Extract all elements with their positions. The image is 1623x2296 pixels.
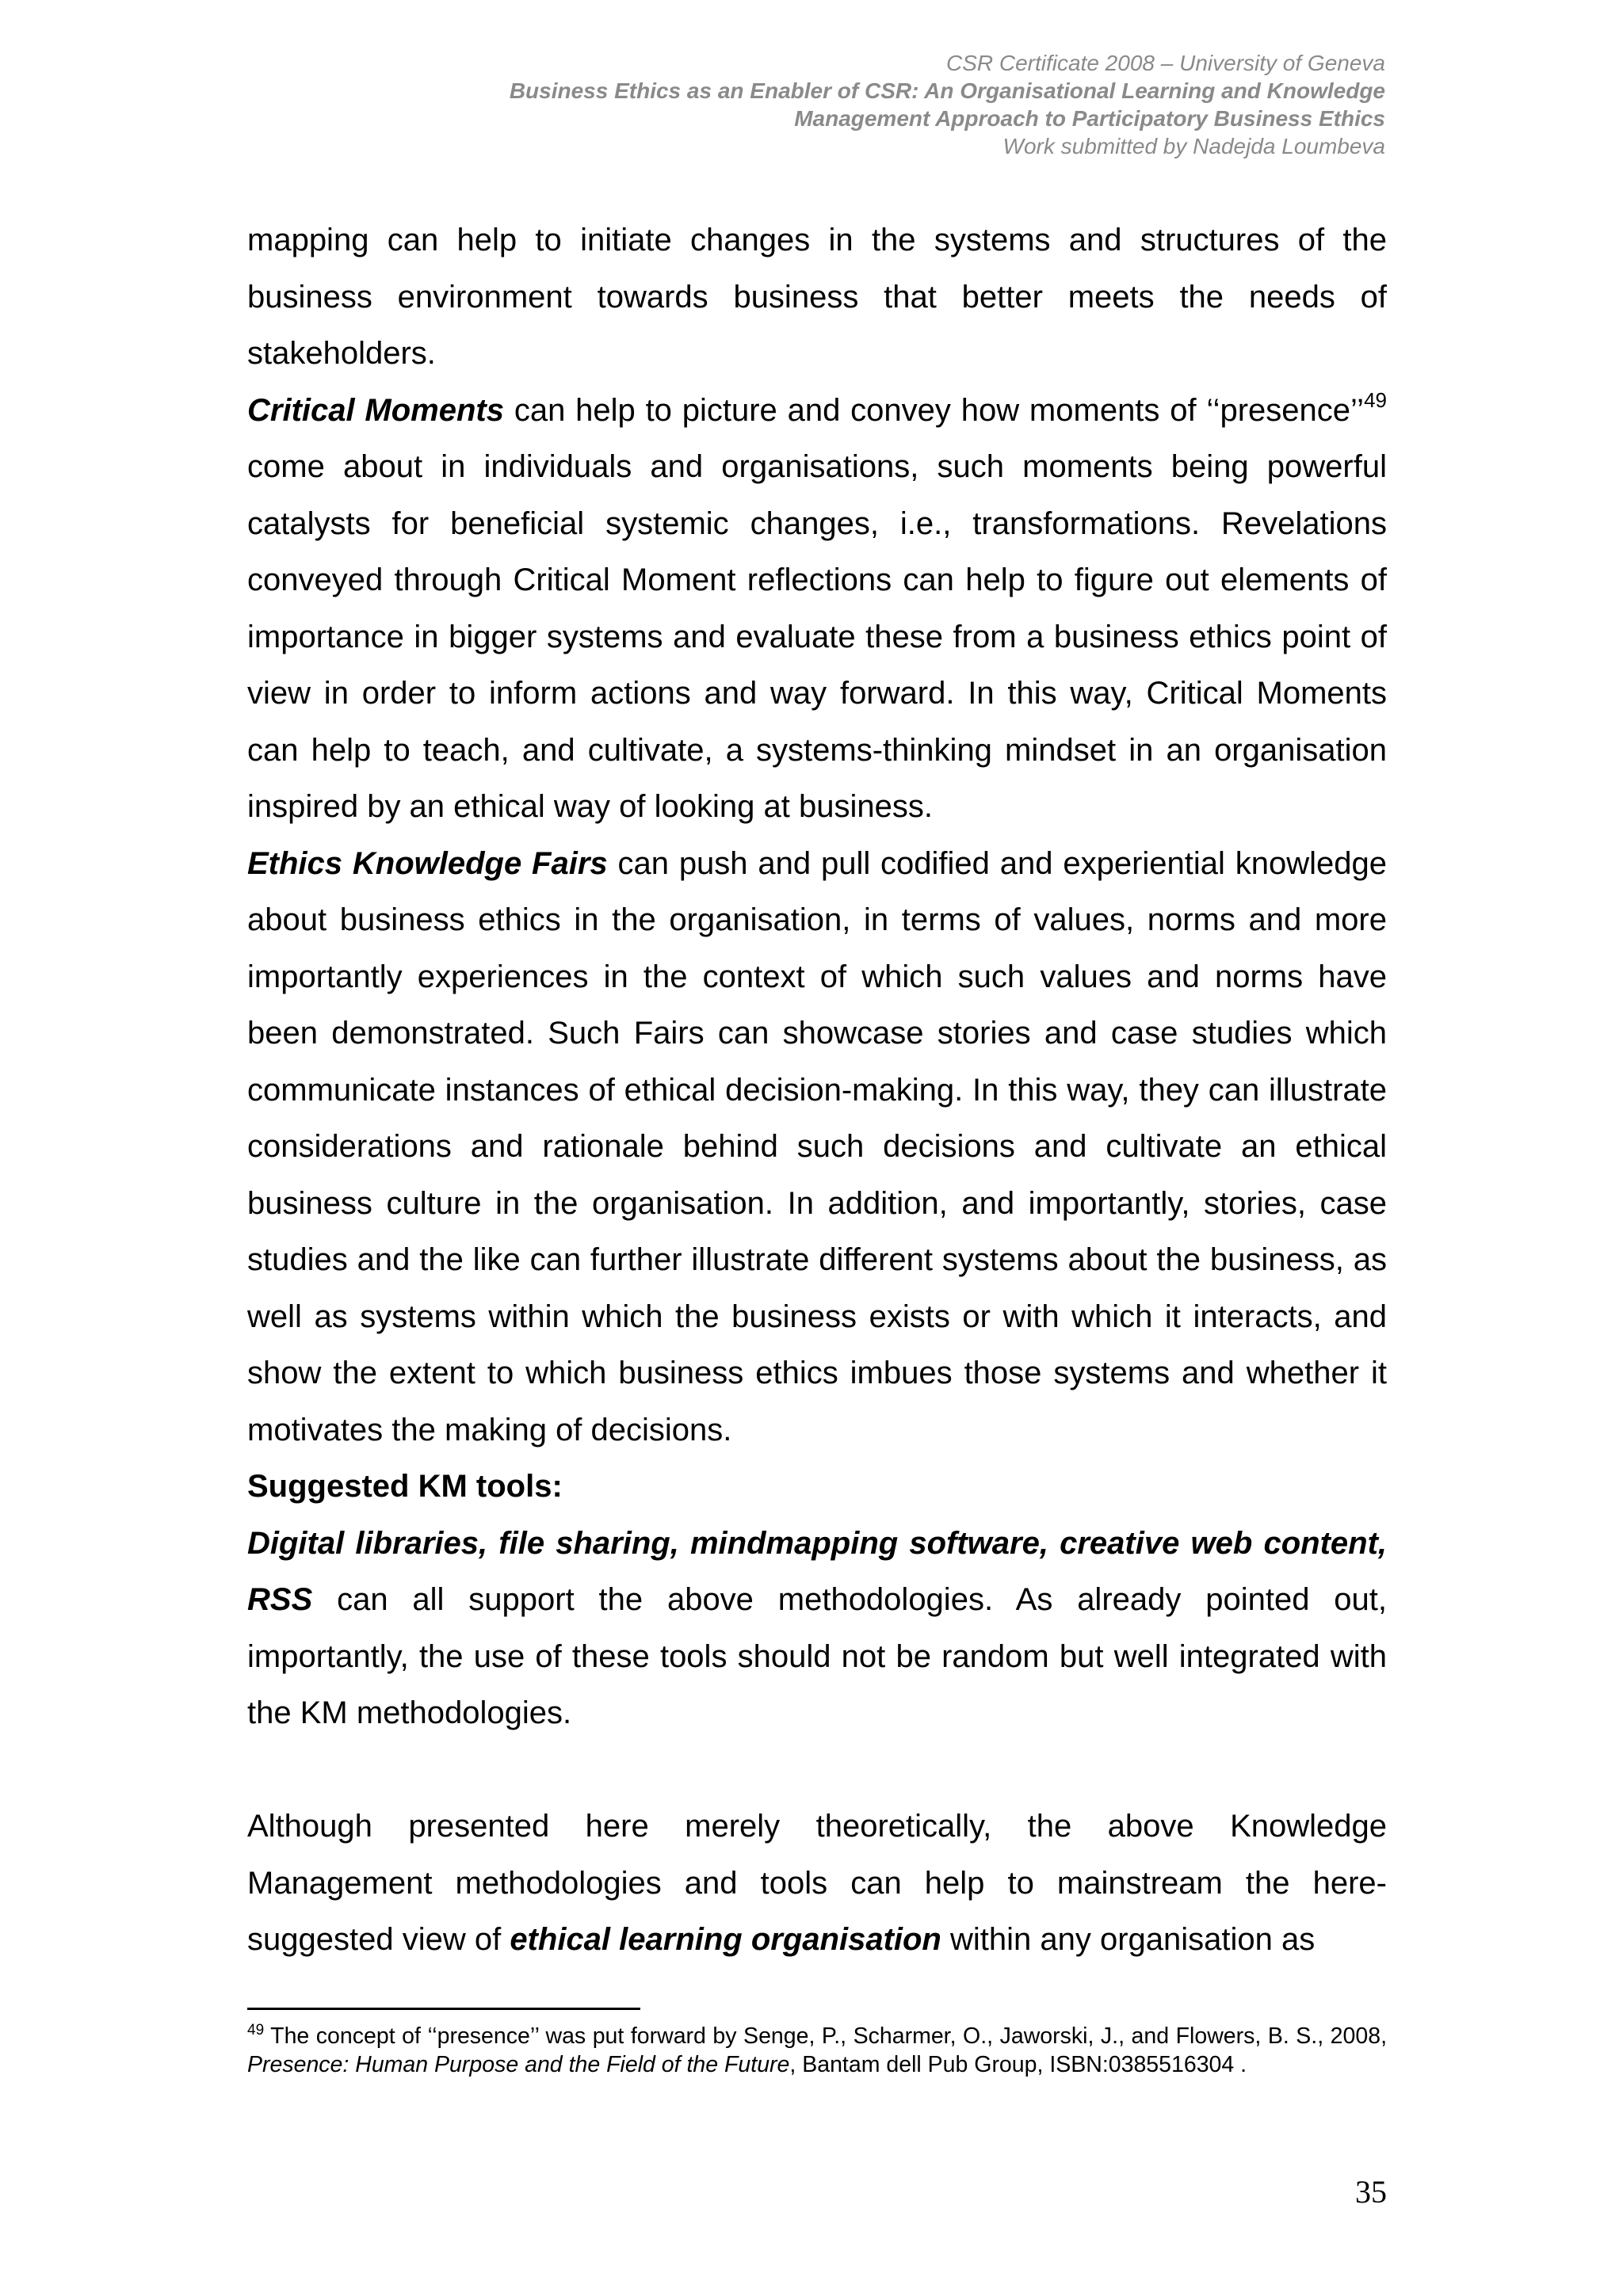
footnote-reference[interactable]: 49 <box>1364 387 1387 412</box>
footnote-divider <box>247 2008 640 2010</box>
paragraph-text: mapping can help to initiate changes in the systems and structures of the business environment towards business that better meets the needs of stakeholders. <box>247 223 1387 371</box>
header-title-line-2: Management Approach to Participatory Business Ethics <box>794 106 1385 131</box>
page-number: 35 <box>1355 2174 1387 2210</box>
paragraph-text: can help to picture and convey how moments of ‘‘presence’’ <box>504 392 1365 428</box>
paragraph-km-tools <box>247 1516 1387 1742</box>
paragraph-conclusion <box>247 1798 1387 1969</box>
header-author: Work submitted by Nadejda Loumbeva <box>1002 134 1385 158</box>
footnote-text: , Bantam dell Pub Group, ISBN:0385516304 . <box>789 2051 1247 2077</box>
paragraph-critical-moments <box>247 383 1387 836</box>
paragraph-text: can push and pull codified and experiential knowledge about business ethics in the organisation, in terms of values, norms and more importantly experiences in the context of which such values and norms have been demonstrated. Such Fairs can showcase stories and case studies which communicate instances of ethical decision-making. In this way, they can illustrate considerations and rationale behind such decisions and cultivate an ethical business culture in the organisation. In addition, and importantly, stories, case studies and the like can further illustrate different systems about the business, as well as systems within which the business exists or with which it interacts, and show the extent to which business ethics imbues those systems and whether it motivates the making of decisions. <box>247 845 1387 1447</box>
term-critical-moments: Critical Moments <box>247 392 504 428</box>
footnote-book-title: Presence: Human Purpose and the Field of the Future <box>247 2051 790 2077</box>
term-km-tools: Digital libraries, file sharing, mindmapping software, creative web content, RSS <box>247 1525 1387 1617</box>
paragraph-text: Although presented here merely theoretically, the above Knowledge Management methodologies and tools can help to mainstream the here-suggested view of <box>247 1809 1387 1957</box>
term-ethical-learning-organisation: ethical learning organisation <box>510 1922 941 1957</box>
running-header <box>510 49 1385 160</box>
term-ethics-knowledge-fairs: Ethics Knowledge Fairs <box>247 845 608 881</box>
footnote-number: 49 <box>247 2022 265 2039</box>
footnote-text: The concept of ‘‘presence’’ was put forward by Senge, P., Scharmer, O., Jaworski, J., and Flowers, B. S., 2008, <box>264 2023 1387 2049</box>
paragraph-text: within any organisation as <box>941 1922 1316 1957</box>
header-course: CSR Certificate 2008 – University of Geneva <box>945 51 1385 75</box>
body-text <box>247 212 1387 1969</box>
paragraph-ethics-knowledge-fairs <box>247 836 1387 1459</box>
header-title-line-1: Business Ethics as an Enabler of CSR: An Organisational Learning and Knowledge <box>509 78 1385 103</box>
footnote <box>247 2023 1387 2079</box>
paragraph-mapping <box>247 212 1387 383</box>
paragraph-text: come about in individuals and organisations, such moments being powerful catalysts for beneficial systemic changes, i.e., transformations. Revelations conveyed through Critical Moment reflections can help to figure out elements of importance in bigger systems and evaluate these from a business ethics point of view in order to inform actions and way forward. In this way, Critical Moments can help to teach, and cultivate, a systems-thinking mindset in an organisation inspired by an ethical way of looking at business. <box>247 449 1387 824</box>
heading-suggested-km-tools: Suggested KM tools: <box>247 1469 563 1504</box>
paragraph-text: can all support the above methodologies. As already pointed out, importantly, the use of these tools should not be random but well integrated with the KM methodologies. <box>247 1582 1387 1730</box>
section-heading <box>247 1459 1387 1516</box>
